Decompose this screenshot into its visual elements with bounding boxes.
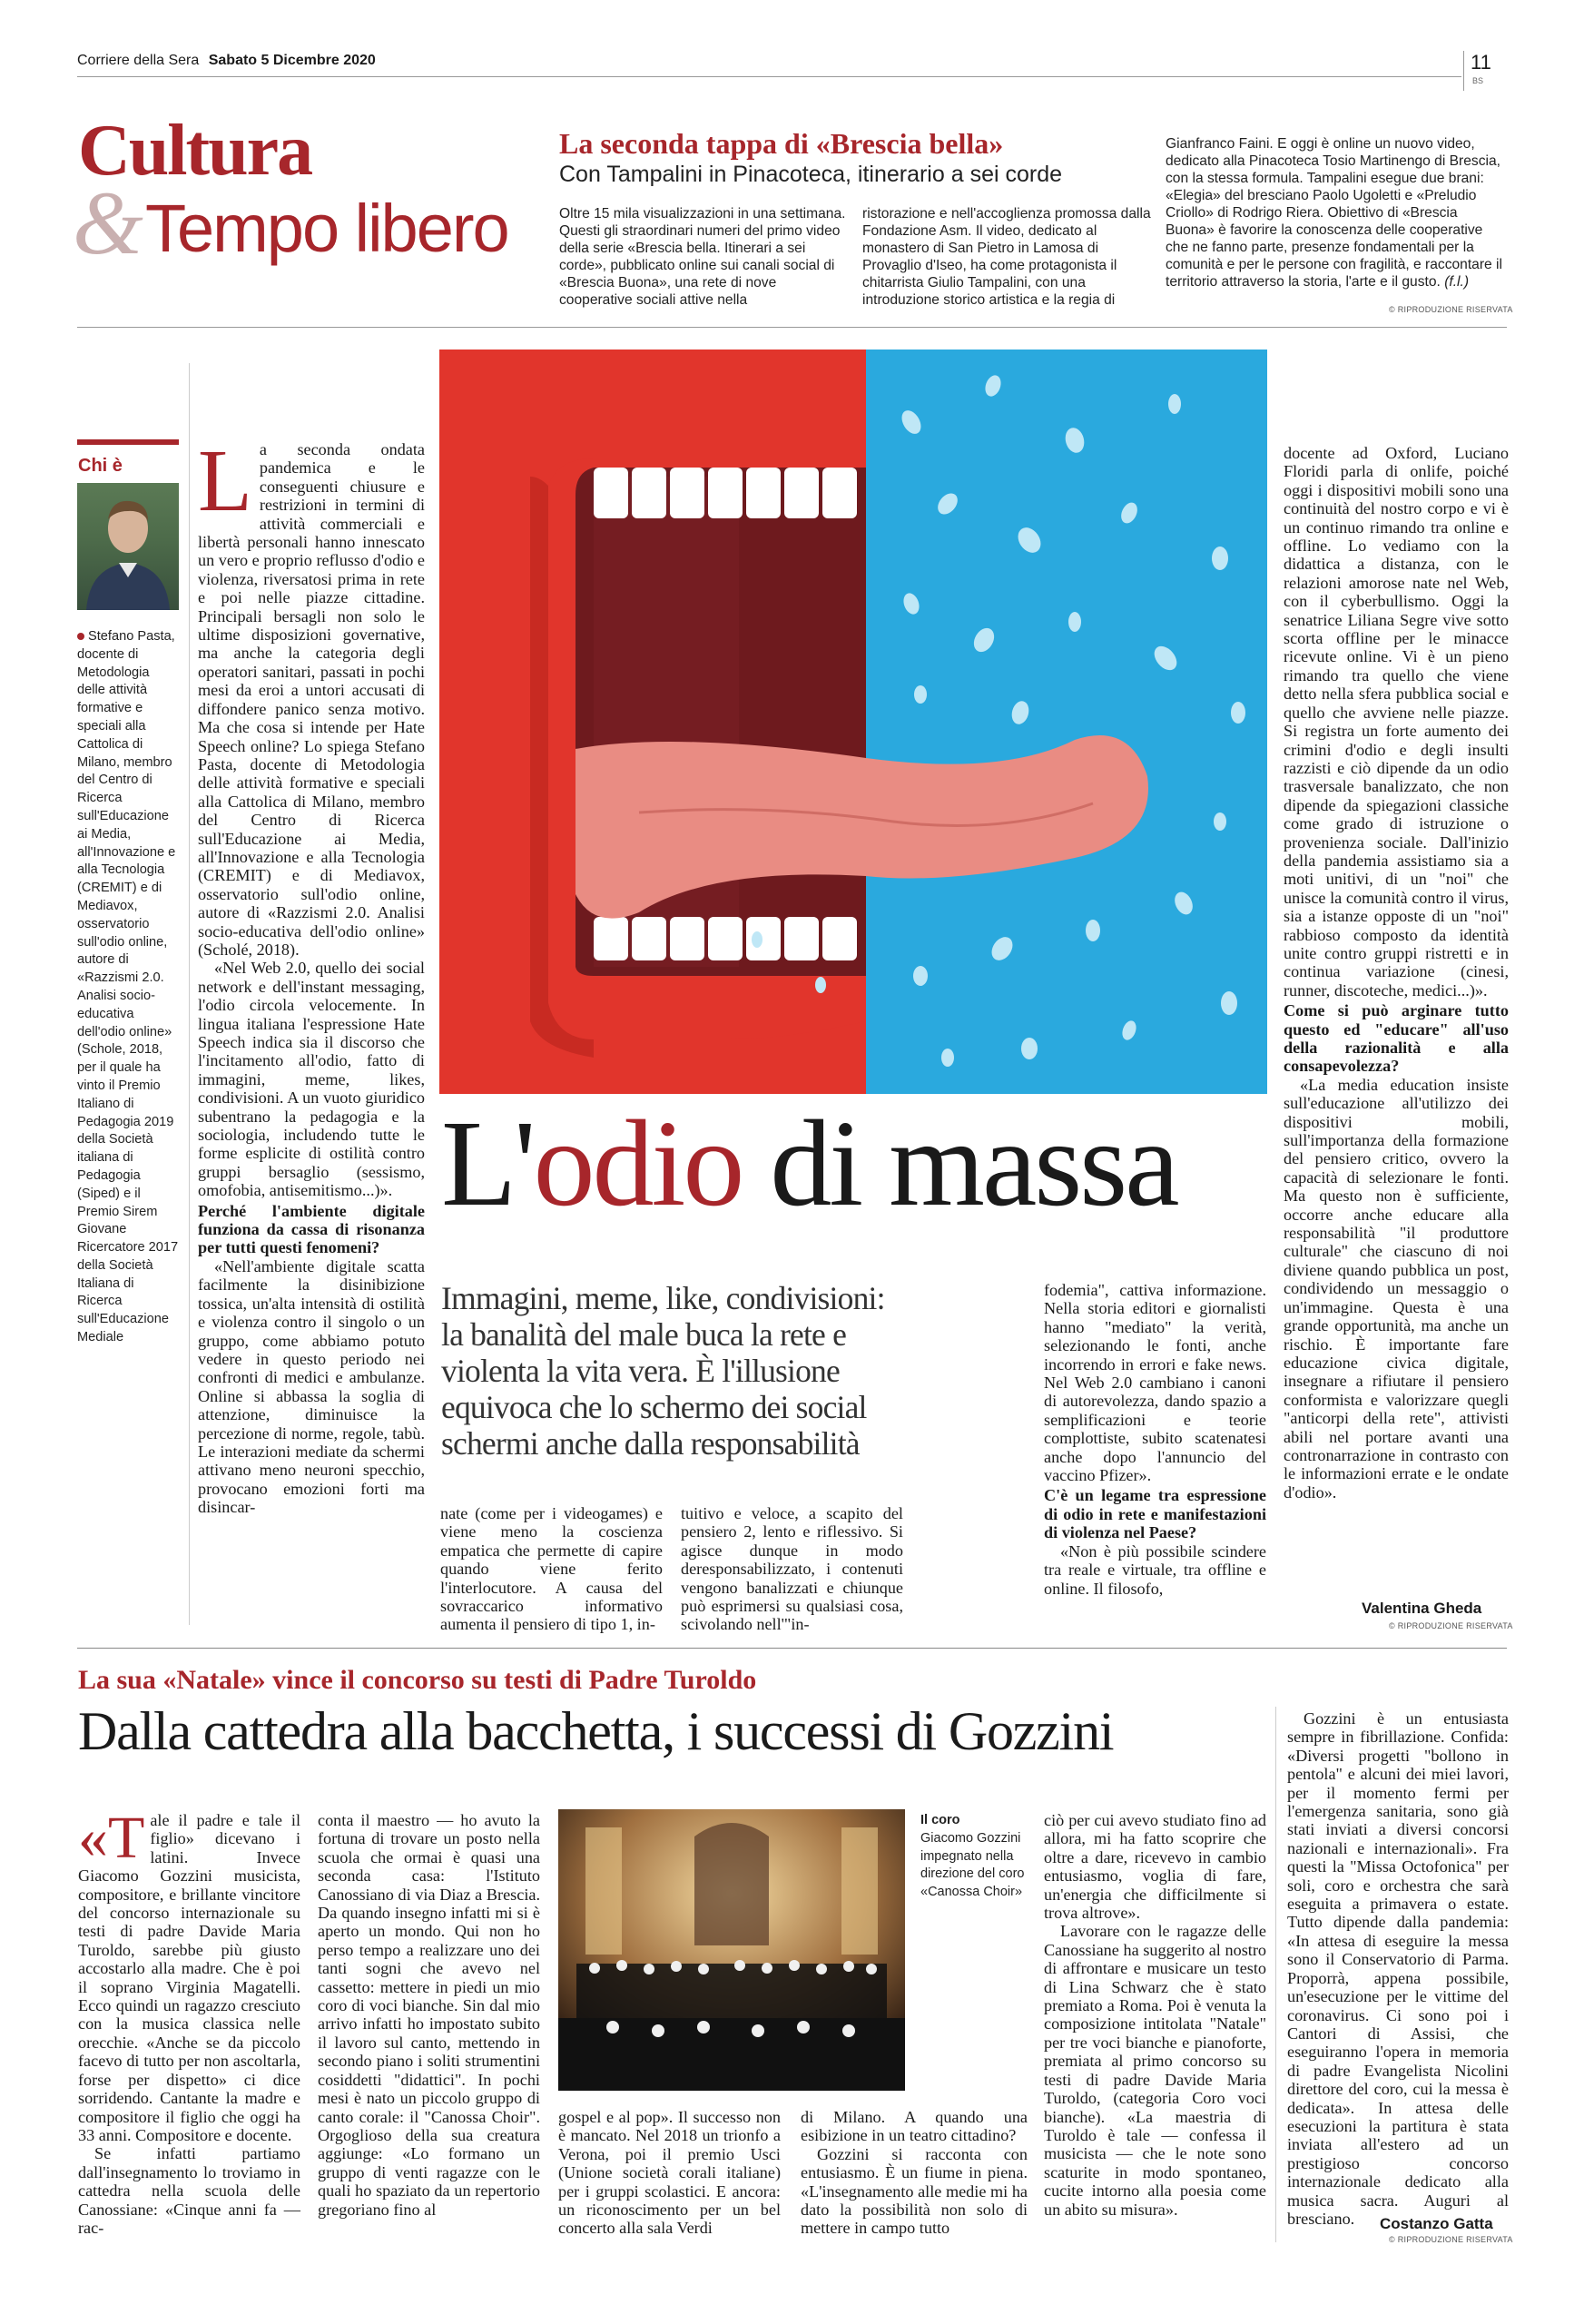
- second-dropcap: «T: [78, 1805, 145, 1871]
- brief-bottom-rule: [77, 327, 1507, 328]
- page-number-rule: [1463, 51, 1464, 91]
- author-portrait: [77, 483, 179, 610]
- second-column-4: [801, 2108, 1028, 2238]
- main-column-1: [198, 432, 425, 1517]
- brief-subhead: Con Tampalini in Pinacoteca, itinerario a sei corde: [559, 162, 1063, 187]
- main-col5-p1: docente ad Oxford, Luciano Floridi parla di onlife, poiché oggi i dispositivi mobili sono una continuità del nostro corpo e vi è un continuo rimando tra online e offline. Lo vediamo con la didattica a distanza, con le relazioni amorose nate nel Web, con il cyberbullismo. Oggi la senatrice Liliana Segre vive sotto scorta offline per le minacce ricevute online. Vi è un pieno rimando tra quello che viene detto nella sfera pubblica social e quello che avviene nelle piazze. Si registra un forte aumento dei crimini d'odio e degli insulti razzisti e ciò dipende da un odio trasversale banalizzato, che non dipende da spiegazioni classiche come grado di istruzione o provenienza sociale. Dall'inizio della pandemia assistiamo sia a moti unitivi, di un "noi" che unisce la comunità contro il virus, sia a istanze opposte di un "noi" rabbioso composto da identità unite contro gruppi ristretti e in continua variazione (cinesi, runner, discoteche, medici...)».: [1284, 444, 1509, 1000]
- author-bio: [77, 628, 179, 1347]
- portrait-icon: [77, 483, 179, 610]
- brief-column-2: ristorazione e nell'accoglienza promossa dalla Fondazione Asm. Il video, dedicato al monastero di San Pietro in Lamosa di Provaglio d'Iseo, ha come protagonista il chitarrista Giulio Tampalini, con una introduzione storico artistica e la regia di: [862, 206, 1151, 308]
- main-title-part3: di massa: [742, 1096, 1177, 1232]
- article-divider: [77, 1648, 1507, 1649]
- masthead: [77, 53, 376, 69]
- main-col2-text: nate (come per i videogames) e viene meno la coscienza empatica che permette di capire quando viene ferito l'interlocutore. A causa del sovraccarico informativo aumenta il pensiero di tipo 1, in-: [440, 1504, 663, 1634]
- second-col4-p2: Gozzini si racconta con entusiasmo. È un fiume in piena. «L'insegnamento alle medie mi ha dato la possibilità non solo di mettere in campo tutto: [801, 2144, 1028, 2238]
- main-col5-p2: «La media education insiste sull'educazione all'utilizzo dei dispositivi mobili, sull'importanza della formazione del pensiero critico, ovvero la capacità di selezionare le fonti. Ma questo non è sufficiente, occorre anche educare alla responsabilità "il produttore culturale" che ciascuno di noi diviene quando pubblica un post, condividendo un messaggio o un'immagine. Questa è una grande opportunità, ma anche un rischio. È importante fare educazione civica digitale, insegnare a rifiutare il pensiero conformista e valorizzare quegli "anticorpi della rete", attivisti abili nel portare avanti una contronarrazione in contrasto con le informazioni errate e le ondate d'odio».: [1284, 1075, 1509, 1502]
- col-rule-1: [189, 363, 190, 1625]
- second-col1-p2: Se infatti partiamo dall'insegnamento lo troviamo in cattedra nella scuola delle Canossiane: «Cinque anni fa — rac-: [78, 2144, 300, 2237]
- section-title-light: Tempo libero: [145, 191, 508, 266]
- main-col1-p1: a seconda ondata pandemica e le conseguenti chiusure e restrizioni in termini di attività commerciali e libertà personali hanno innescato un vero e proprio reflusso d'odio e violenza, riversatosi prima in rete e poi nelle piazze cittadine. Principali bersagli non solo le ultime disposizioni governative, ma anche la categoria degli operatori sanitari, passati in pochi mesi da eroi a untori accusati di diffondere panico senza motivo. Ma che cosa si intende per Hate Speech online? Lo spiega Stefano Pasta, docente di Metodologia delle attività formative e speciali alla Cattolica di Milano, membro del Centro di Ricerca sull'Educazione ai Media, all'Innovazione e alla Tecnologia (CREMIT) e di Mediavox, osservatorio sull'odio online, autore di «Razzismi 2.0. Analisi socio-educativa dell'odio online» (Scholé, 2018).: [198, 440, 425, 959]
- upper-teeth: [594, 468, 857, 518]
- paper-name: Corriere della Sera: [77, 53, 200, 68]
- second-col3-text: gospel e al pop». Il successo non è mancato. Nel 2018 un trionfo a Verona, poi il premio Usci (Unione società corali italiane) per i gruppi scolastici. E ancora: un riconoscimento per un bel concerto alla sala Verdi: [558, 2108, 781, 2238]
- main-column-3: [681, 1504, 903, 1634]
- main-deck: Immagini, meme, like, condivisioni: la banalità del male buca la rete e violenta la vita vera. È l'illusione equivoca che lo schermo dei social schermi anche dalla responsabilità: [441, 1280, 885, 1462]
- second-col1-p1: ale il padre e tale il figlio» dicevano i latini. Invece Giacomo Gozzini musicista, compositore, e brillante vincitore del concorso internazionale su testi di padre Davide Maria Turoldo, sarebbe più giusto accostarlo alla madre. Che è poi il soprano Virginia Magatelli. Ecco quindi un ragazzo cresciuto con la musica classica nelle orecchie. «Anche se da piccolo facevo di tutto per non ascoltarla, forse per dispetto» ci dice sorridendo. Cantante la madre e compositore il figlio che oggi ha 33 anni. Compositore e docente.: [78, 1811, 300, 2144]
- choir-photo: [558, 1809, 905, 2091]
- main-col4-question: C'è un legame tra espressione di odio in rete e manifestazioni di violenza nel Paese?: [1044, 1486, 1266, 1542]
- brief-column-3: [1166, 135, 1506, 290]
- main-col1-p3: «Nell'ambiente digitale scatta facilmente la disinibizione tossica, un'alta intensità di ostilità e violenza contro il singolo o un gruppo, come abbiamo potuto vedere in questo periodo nei confronti di medici e ambulanze. Online si abbassa la soglia di attenzione, diminuisce la percezione di norme, regole, tabù. Le interazioni mediate da schermi attivano meno neuroni specchio, provocano emozioni forti ma disincar-: [198, 1256, 425, 1517]
- main-copyright: © RIPRODUZIONE RISERVATA: [1389, 1621, 1513, 1630]
- second-col2-text: conta il maestro — ho avuto la fortuna di trovare un posto nella scuola che ormai è quasi una seconda casa: l'Istituto Canossiano di via Diaz a Brescia. Da quando insegno infatti mi si è aperto un mondo. Qui non ho perso tempo a realizzare uno dei tanti sogni che avevo nel cassetto: mettere in piedi un mio coro di voci bianche. Sin dal mio arrivo infatti ho impostato subito il lavoro sul canto, mettendo in secondo piano i soliti strumentini cosiddetti "didattici". In pochi mesi è nato un piccolo gruppo di canto corale: il "Canossa Choir". Orgoglioso della sua creatura aggiunge: «Lo formano un gruppo di venti ragazze con le quali ho spaziato da un repertorio gregoriano fino al: [318, 1811, 540, 2219]
- second-col5-p1: ciò per cui avevo studiato fino ad allora, mi ha fatto scoprire che oltre a dare, ricevevo in cambio entusiasmo, voglia di fare, un'energia che difficilmente si trova altrove».: [1044, 1811, 1266, 1923]
- brief-signature: (f.l.): [1444, 274, 1470, 290]
- issue-date: Sabato 5 Dicembre 2020: [208, 53, 376, 68]
- second-author: Costanzo Gatta: [1380, 2215, 1493, 2232]
- main-dropcap: L: [198, 432, 252, 530]
- main-col5-question: Come si può arginare tutto questo ed "educare" all'uso della razionalità e alla consapevolezza?: [1284, 1001, 1509, 1076]
- choir-photo-icon: [558, 1809, 905, 2091]
- second-column-2: [318, 1811, 540, 2219]
- hate-illustration: [439, 350, 1267, 1094]
- second-col6-text: Gozzini è un entusiasta sempre in fibrillazione. Confida: «Diversi progetti "bollono in pentola" e alcuni dei miei lavori, per il momento fermi per l'emergenza sanitaria, sono già stati inviati a diversi concorsi nazionali e internazionali». Fra questi la "Missa Octofonica" per soli, coro e orchestra che sarà eseguita a primavera o estate. Tutto dipende dalla pandemia: «In attesa di eseguire la messa sono il Conservatorio di Parma. Proporrà, appena possibile, un'esecuzione per le vittime del coronavirus. Ci sono poi i Cantori di Assisi, che eseguiranno l'opera in memoria di padre Evangelista Nicolini direttore del coro, cui la messa è dedicata». In attesa delle esecuzioni la partitura è stata inviata all'estero ad un prestigioso concorso internazionale dedicato alla musica sacra. Auguri al bresciano.: [1287, 1709, 1509, 2228]
- photo-caption-title: Il coro: [920, 1813, 960, 1827]
- section-ampersand: &: [73, 172, 143, 273]
- main-col1-p2: «Nel Web 2.0, quello dei social network e dell'instant messaging, l'odio circola velocemente. In lingua italiana l'espressione Hate Speech indica sia il discorso che l'incitamento all'odio, fatto di immagini, meme, likes, condivisioni. A un vuoto giuridico subentrano la pedagogia e la sociologia, includendo tutte le forme esplicite di ostilità contro gruppi bersaglio (sessismo, omofobia, antisemitismo...)».: [198, 959, 425, 1200]
- bio-text: Stefano Pasta, docente di Metodologia delle attività formative e speciali alla Cattolica di Milano, membro del Centro di Ricerca sull'Educazione ai Media, all'Innovazione e alla Tecnologia (CREMIT) e di Mediavox, osservatorio sull'odio online, autore di «Razzismi 2.0. Analisi socio-educativa dell'odio online» (Schole, 2018, per il quale ha vinto il Premio Italiano di Pedagogia 2019 della Società italiana di Pedagogia (Siped) e il Premio Sirem Giovane Ricercatore 2017 della Società Italiana di Ricerca sull'Educazione Mediale: [77, 629, 179, 1345]
- photo-caption-text: Giacomo Gozzini impegnato nella direzione del coro «Canossa Choir»: [920, 1830, 1025, 1900]
- masthead-rule: [77, 76, 1461, 77]
- second-column-3: [558, 2108, 781, 2238]
- section-title-bold: Cultura: [78, 111, 312, 191]
- screaming-mouth-icon: [439, 350, 1267, 1094]
- col-rule-2: [1275, 1707, 1276, 2242]
- main-col4-p1: fodemia", cattiva informazione. Nella storia editori e giornalisti hanno "mediato" la verità, selezionando le fonti, anche incorrendo in errori e fake news. Nel Web 2.0 cambiano i canoni di autorevolezza, dando spazio a semplificazioni e teorie complottiste, subito scatenatesi anche dopo l'annuncio del vaccino Pfizer».: [1044, 1281, 1266, 1485]
- main-title-part1: L': [441, 1096, 534, 1232]
- second-col4-p1: di Milano. A quando una esibizione in un teatro cittadino?: [801, 2108, 1028, 2145]
- page-edition: BS: [1472, 76, 1484, 85]
- photo-caption: [920, 1812, 1037, 1902]
- sidebar-top-rule: [77, 439, 179, 445]
- bio-bullet-icon: [77, 633, 84, 640]
- second-kicker: La sua «Natale» vince il concorso su testi di Padre Turoldo: [78, 1665, 757, 1695]
- main-col4-p2: «Non è più possibile scindere tra reale e virtuale, tra offline e online. Il filosofo,: [1044, 1541, 1266, 1598]
- lower-teeth: [594, 917, 857, 960]
- second-title: Dalla cattedra alla bacchetta, i successi di Gozzini: [78, 1701, 1114, 1761]
- second-column-1: [78, 1805, 300, 2237]
- main-author: Valentina Gheda: [1362, 1600, 1482, 1617]
- main-column-4: [1044, 1281, 1266, 1598]
- second-column-6: [1287, 1709, 1509, 2228]
- second-copyright: © RIPRODUZIONE RISERVATA: [1389, 2235, 1513, 2244]
- brief-column-1: Oltre 15 mila visualizzazioni in una settimana. Questi gli straordinari numeri del primo video della serie «Brescia bella. Itinerari a sei corde», pubblicato online sui canali social di «Brescia Buona», una rete di nove cooperative sociali attive nella: [559, 206, 846, 308]
- main-column-2: [440, 1504, 663, 1634]
- main-title-highlight: odio: [533, 1096, 743, 1232]
- second-col5-p2: Lavorare con le ragazze delle Canossiane ha suggerito al nostro di affrontare e musicare un testo di Lina Schwarz che è stato premiato a Roma. Poi è venuta la composizione intitolata "Natale" per tre voci bianche e pianoforte, premiata al primo concorso su testi di padre Davide Maria Turoldo, (categoria Coro voci bianche). «La maestria di Turoldo è tale — confessa il musicista — che le note sono scaturite in modo spontaneo, cucite intorno alla poesia come un abito su misura».: [1044, 1922, 1266, 2219]
- main-col1-question: Perché l'ambiente digitale funziona da cassa di risonanza per tutti questi fenomeni?: [198, 1201, 425, 1257]
- main-column-5: [1284, 444, 1509, 1502]
- brief-column-3-text: Gianfranco Faini. E oggi è online un nuovo video, dedicato alla Pinacoteca Tosio Martinengo di Brescia, con la stessa formula. Tampalini esegue due brani: «Elegia» del bresciano Paolo Ugoletti e «Preludio Criollo» di Rodrigo Riera. Obiettivo di «Brescia Buona» è favorire la conoscenza delle cooperative che ne fanno parte, presenze fondamentali per la comunità e per le persone con fragilità, e raccontare il territorio attraverso la storia, l'arte e il gusto.: [1166, 136, 1502, 290]
- brief-copyright: © RIPRODUZIONE RISERVATA: [1389, 305, 1513, 314]
- main-col3-text: tuitivo e veloce, a scapito del pensiero 2, lento e riflessivo. Si agisce dunque in modo deresponsabilizzato, i contenuti vengono banalizzati e chiunque può esprimersi su qualsiasi cosa, scivolando nell'"in-: [681, 1504, 903, 1634]
- brief-headline: La seconda tappa di «Brescia bella»: [559, 127, 1004, 160]
- page-number: 11: [1471, 51, 1491, 74]
- main-title: [441, 1096, 1177, 1232]
- sidebar-label: Chi è: [78, 456, 123, 476]
- second-column-5: [1044, 1811, 1266, 2219]
